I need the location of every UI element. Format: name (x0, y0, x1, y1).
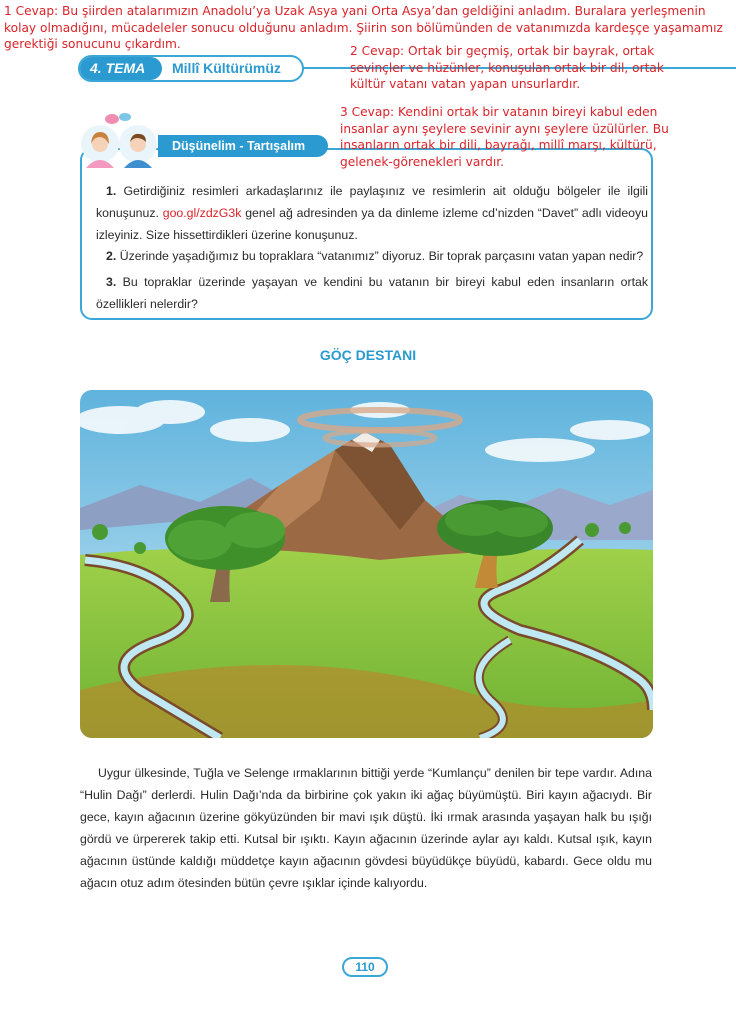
answer-1-annotation: 1 Cevap: Bu şiirden atalarımızın Anadolu’ya Uzak Asya yani Orta Asya’dan geldiğini anladım. Buralara yerleşmenin kolay olmadığını, mücadeleler sonucu olduğunu anladım. Şiirin son bölümünden de vatanımızda kardeşçe yaşamamız gerektiği sonucunu çıkardım. (4, 4, 723, 51)
discussion-tab: Düşünelim - Tartışalım (158, 135, 328, 157)
theme-label: TEMA (105, 60, 146, 76)
section-title: GÖÇ DESTANI (319, 347, 417, 363)
question-3-text: Bu topraklar üzerinde yaşayan ve kendini bu vatanın bir bireyi kabul eden insanların ortak özellikleri nelerdir? (96, 275, 648, 311)
children-avatars-icon (78, 112, 164, 172)
answer-3-annotation: 3 Cevap: Kendini ortak bir vatanın bireyi kabul eden insanlar aynı şeylere sevinir aynı şeylere üzülürler. Bu insanların ortak bir dili, bayrağı, millî marşı, kültürü, gelenek-görenekleri vardır. (340, 105, 669, 169)
question-2 (96, 245, 648, 267)
question-3 (96, 271, 648, 315)
theme-number-badge (80, 57, 162, 80)
answer-2-annotation: 2 Cevap: Ortak bir geçmiş, ortak bir bayrak, ortak sevinçler ve hüzünler, konuşulan ortak bir dil, ortak kültür vatanı vatan yapan unsurlardır. (350, 44, 664, 91)
video-link[interactable]: goo.gl/zdzG3k (162, 206, 242, 220)
question-1-number: 1. (106, 184, 117, 198)
mountain-landscape-illustration (80, 390, 653, 738)
question-1 (96, 180, 648, 246)
question-2-text: Üzerinde yaşadığımız bu topraklara “vatanımız” diyoruz. Bir toprak parçasını vatan yapan nedir? (119, 249, 644, 263)
page-number: 110 (342, 957, 388, 977)
question-1-text-a: Getirdiğiniz resimleri arkadaşlarınız ile paylaşınız ve resimlerin ait olduğu bölgeler ile ilgili konuşunuz. (96, 184, 649, 220)
question-2-number: 2. (106, 249, 117, 263)
story-paragraph: Uygur ülkesinde, Tuğla ve Selenge ırmaklarının bittiği yerde “Kumlançu” denilen bir tepe vardır. Adına “Hulin Dağı” derlerdi. Hulin Dağı’nda da birbirine çok yakın iki ağaç büyümüştü. Biri kayın ağacıydı. Bir gece, kayın ağacının üzerine gökyüzünden bir mavi ışık düştü. İki ırmak arasında yaşayan halk bu ışığı gördü ve ürpererek takip etti. Kutsal bir ışıktı. Kayın ağacının üzerinde aylar ayı kaldı. Kutsal ışık, kayın ağacının üstünde kaldığı müddetçe kayın ağacının gövdesi büyüdükçe büyüdü, kabardı. Gece oldu mu ağacın otuz adım ötesinden bütün çevre ışıklar içinde kalıyordu. (80, 766, 652, 890)
theme-title: Millî Kültürümüz (172, 60, 281, 76)
question-1-text-b: genel ağ adresinden ya da dinleme izleme cd’nizden “Davet” adlı videoyu izleyiniz. Size hissettirdikleri üzerine konuşunuz. (96, 206, 648, 242)
theme-number: 4. (90, 60, 102, 76)
question-3-number: 3. (106, 275, 117, 289)
